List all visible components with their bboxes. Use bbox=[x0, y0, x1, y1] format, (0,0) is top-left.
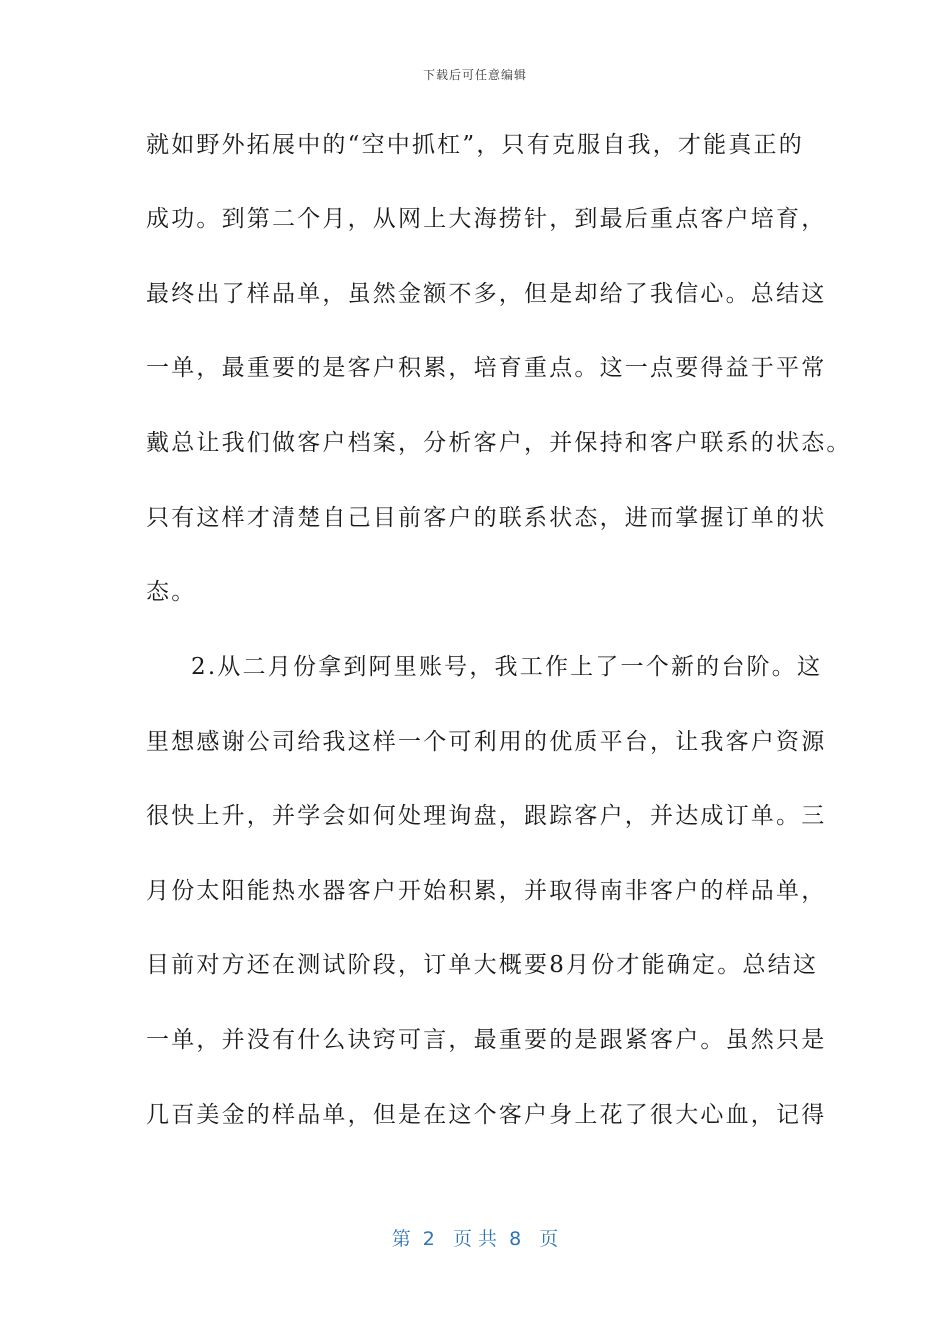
text-line: 态。 bbox=[146, 579, 197, 605]
text-line: 里想感谢公司给我这样一个可利用的优质平台，让我客户资源 bbox=[146, 729, 827, 755]
text-line: 戴总让我们做客户档案，分析客户，并保持和客户联系的状态。 bbox=[146, 430, 852, 456]
text-line: 最终出了样品单，虽然金额不多，但是却给了我信心。总结这 bbox=[146, 281, 827, 307]
text-line: 只有这样才清楚自己目前客户的联系状态，进而掌握订单的状 bbox=[146, 505, 827, 531]
page-header: 下载后可任意编辑 bbox=[422, 68, 527, 82]
text-line: 一单，最重要的是客户积累，培育重点。这一点要得益于平常 bbox=[146, 355, 827, 381]
text-line: 几百美金的样品单，但是在这个客户身上花了很大心血，记得 bbox=[146, 1102, 827, 1128]
text-line: 月份太阳能热水器客户开始积累，并取得南非客户的样品单， bbox=[146, 878, 827, 904]
text-line: 就如野外拓展中的“空中抓杠”，只有克服自我，才能真正的 bbox=[146, 132, 804, 158]
text-line: 目前对方还在测试阶段，订单大概要8月份才能确定。总结这 bbox=[146, 952, 819, 978]
paragraph-first-line: 2.从二月份拿到阿里账号，我工作上了一个新的台阶。这 bbox=[191, 654, 823, 680]
text-line: 一单，并没有什么诀窍可言，最重要的是跟紧客户。虽然只是 bbox=[146, 1027, 827, 1053]
text-line: 很快上升，并学会如何处理询盘，跟踪客户，并达成订单。三 bbox=[146, 803, 827, 829]
text-line: 成功。到第二个月，从网上大海捞针，到最后重点客户培育， bbox=[146, 206, 827, 232]
page-number-footer: 第 2 页 共 8 页 bbox=[391, 1228, 559, 1250]
